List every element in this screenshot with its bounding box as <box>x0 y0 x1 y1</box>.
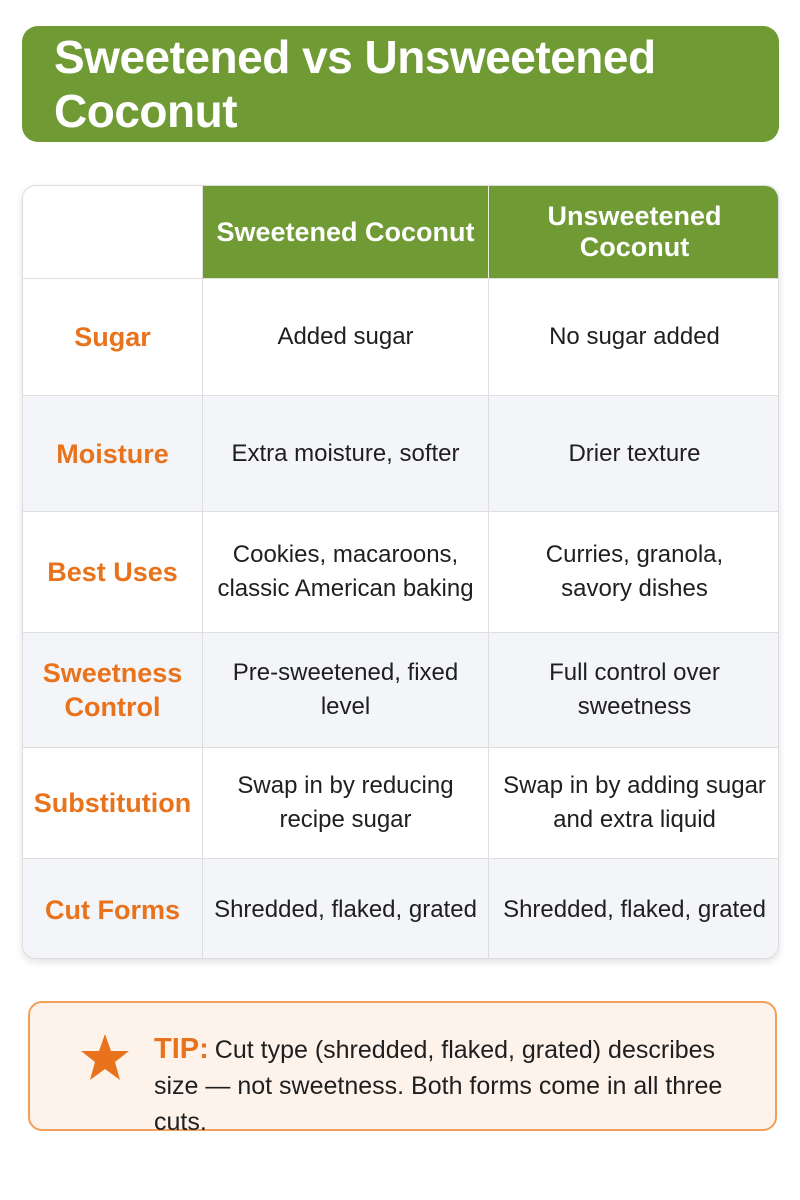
title-banner <box>22 26 779 142</box>
table-row <box>23 512 779 633</box>
page-title: Sweetened vs Unsweetened Coconut <box>54 31 656 137</box>
tip-text: Cut type (shredded, flaked, grated) describes size — not sweetness. Both forms come in all three cuts. <box>154 1036 723 1136</box>
table-row <box>23 859 779 959</box>
table-row <box>23 396 779 512</box>
unsweetened-value: Shredded, flaked, grated <box>503 895 766 923</box>
unsweetened-value: Drier texture <box>568 439 701 467</box>
header-corner-cell <box>23 186 203 279</box>
sweetened-value: Cookies, macaroons, classic American baking <box>217 541 474 602</box>
row-label: Sugar <box>74 322 151 352</box>
header-sweetened: Sweetened Coconut <box>203 186 489 279</box>
sweetened-value: Shredded, flaked, grated <box>214 895 477 923</box>
star-icon <box>80 1033 130 1081</box>
table-row <box>23 279 779 396</box>
row-label: Best Uses <box>47 557 178 587</box>
table-row <box>23 748 779 859</box>
row-label: Moisture <box>56 438 169 469</box>
tip-content <box>154 1031 754 1140</box>
table-row <box>23 633 779 748</box>
unsweetened-value: No sugar added <box>549 323 720 350</box>
row-label: Cut Forms <box>45 894 180 925</box>
sweetened-value: Extra moisture, softer <box>231 439 460 467</box>
row-label: Substitution <box>33 788 192 818</box>
unsweetened-value: Full control over sweetness <box>549 659 720 720</box>
unsweetened-value: Curries, granola, savory dishes <box>545 541 724 602</box>
table-header-row <box>23 186 779 279</box>
tip-label: TIP: <box>154 1033 209 1065</box>
comparison-table <box>22 185 779 959</box>
tip-box <box>28 1001 777 1136</box>
sweetened-value: Added sugar <box>277 323 414 350</box>
sweetened-value: Pre-sweetened, fixed level <box>232 659 459 720</box>
unsweetened-value: Swap in by adding sugar and extra liquid <box>503 772 766 833</box>
sweetened-value: Swap in by reducing recipe sugar <box>237 772 454 833</box>
row-label: Sweetness Control <box>42 658 183 722</box>
header-unsweetened: Unsweetened Coconut <box>489 186 779 279</box>
